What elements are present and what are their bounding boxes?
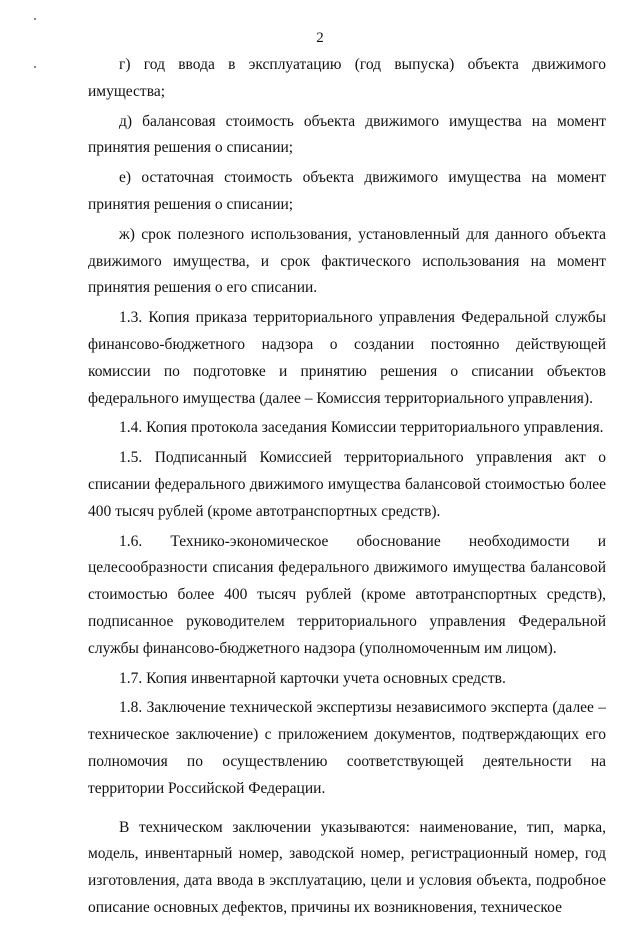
document-body	[88, 52, 606, 925]
paragraph-1-3: 1.3. Копия приказа территориального управления Федеральной службы финансово-бюджетного надзора о создании постоянно действующей комиссии по подготовке и принятию решения о списании объектов федерального имущества (далее – Комиссия территориального управления).	[88, 309, 606, 407]
paragraph-item-d: д) балансовая стоимость объекта движимого имущества на момент принятия решения о списании;	[88, 112, 606, 157]
page-number: 2	[316, 30, 324, 46]
paragraph-item-g: г) год ввода в эксплуатацию (год выпуска) объекта движимого имущества;	[88, 56, 606, 100]
paragraph-1-5: 1.5. Подписанный Комиссией территориального управления акт о списании федерального движимого имущества балансовой стоимостью более 400 тысяч рублей (кроме автотранспортных средств).	[88, 449, 606, 520]
paragraph-1-8: 1.8. Заключение технической экспертизы независимого эксперта (далее – техническое заключение) с приложением документов, подтверждающих его полномочия по осуществлению соответствующей деятельности на территории Российской Федерации.	[88, 699, 606, 797]
paragraph-1-7: 1.7. Копия инвентарной карточки учета основных средств.	[119, 669, 506, 687]
paragraph-item-zh: ж) срок полезного использования, установленный для данного объекта движимого имущества, и срок фактического использования на момент принятия решения о его списании.	[88, 225, 606, 297]
paragraph-technical-conclusion: В техническом заключении указываются: наименование, тип, марка, модель, инвентарный номер, заводской номер, регистрационный номер, год изготовления, дата ввода в эксплуатацию, цели и условия объекта, подробное описание основных дефектов, причины их возникновения, техническое	[88, 818, 606, 916]
scan-mark	[34, 66, 36, 68]
scan-mark	[34, 18, 36, 20]
paragraph-1-6: 1.6. Технико-экономическое обоснование необходимости и целесообразности списания федерального движимого имущества балансовой стоимостью более 400 тысяч рублей (кроме автотранспортных средств), подписанное руководителем территориального управления Федеральной службы финансово-бюджетного надзора (уполномоченным им лицом).	[88, 532, 606, 657]
paragraph-item-e: е) остаточная стоимость объекта движимого имущества на момент принятия решения о списании;	[88, 169, 606, 213]
paragraph-1-4: 1.4. Копия протокола заседания Комиссии территориального управления.	[119, 419, 604, 437]
